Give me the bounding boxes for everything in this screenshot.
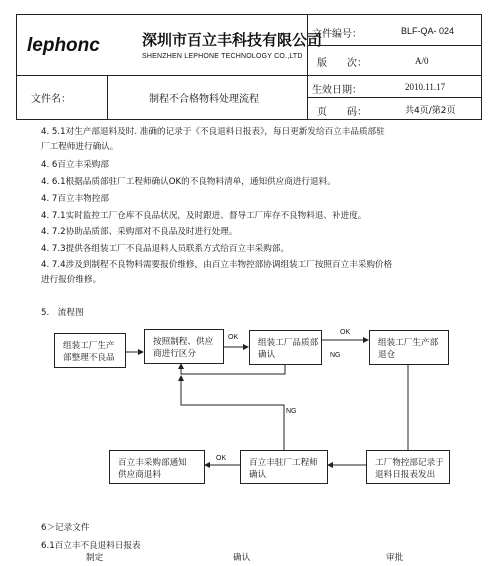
doc-no: BLF-QA- 024 [401,26,455,36]
flow-box-line: 组装工厂品质部 [258,338,319,348]
body-line: 厂工程师进行确认。 [41,142,119,152]
flow-box-line: 部整理不良品 [63,353,115,363]
company-name-cn: 深圳市百立丰科技有限公司 [142,31,323,49]
doc-name-label: 文件名： [31,94,71,105]
flow-box-line: 按照制程、供应 [153,337,214,347]
version-label: 版 次： [317,58,367,69]
flow-label-ok: OK [228,334,239,341]
page-label: 页 码： [317,107,367,118]
flow-box-line: 商进行区分 [153,349,196,359]
flow-box-line: 组装工厂生产部 [378,338,439,348]
flow-box-line: 退料日报表发出 [375,470,436,480]
body-line: 4. 5.1对生产部退料及时. 准确的记录于《不良退料日报表》，每日更新发给百立丰品质部驻 [41,127,385,137]
sign-confirm: 确认 [233,553,251,563]
flow-box-purchase-notify [109,450,205,484]
flow-box-return-warehouse [369,330,449,365]
flow-box-line: 百立丰驻厂工程师 [249,458,318,468]
effective-label: 生效日期： [312,85,362,96]
flow-box-line: 确认 [249,470,267,480]
body-line: 4. 7.3提供各组装工厂不良品退料人员联系方式给百立丰采购部。 [41,244,290,254]
page-number: 共4页/第2页 [405,106,456,116]
flow-box-line: 退仓 [378,350,396,360]
flow-label-ng: NG [286,408,297,415]
flow-box-line: 组装工厂生产 [63,341,115,351]
flow-box-engineer-confirm [240,450,328,484]
flow-box-record-report [366,450,450,484]
flow-box-classify [144,329,224,364]
flow-label-ng: NG [330,352,341,359]
sign-make: 制定 [86,553,104,563]
doc-name: 制程不合格物料处理流程 [149,94,259,105]
body-line: 4. 6.1根据品质部驻厂工程师确认OK的不良物料清单，通知供应商进行退料。 [41,177,336,187]
effective-date: 2010.11.17 [405,82,446,92]
sign-approve: 审批 [386,553,404,563]
arrow-6-2-ng [181,376,284,450]
flow-label-ok: OK [340,329,351,336]
body-line: 4. 7.1实时监控工厂仓库不良品状况，及时跟进、督导工厂库存不良物料退、补进度。 [41,211,367,221]
body-line: 4. 7百立丰物控部 [41,194,109,204]
section-6-heading: 6＞记录文件 [41,523,90,533]
flow-box-line: 确认 [258,350,276,360]
section-5-heading: 5. 流程图 [41,308,84,318]
company-logo: lephonc [27,35,100,56]
version: A/0 [415,56,429,66]
arrow-3-2-ng [181,364,285,374]
doc-no-label: 文件编号： [312,29,362,40]
body-line: 4. 7.2协助品质部、采购部对不良品及时进行处理。 [41,227,238,237]
body-line: 4. 7.4涉及到制程不良物料需要报价维修，由百立丰物控部协调组装工厂按照百立丰采购价格 [41,260,393,270]
flow-box-sort-defects [54,333,126,368]
body-line: 进行报价维修。 [41,275,102,285]
company-name-en: SHENZHEN LEPHONE TECHNOLOGY CO.,LTD [142,53,303,60]
flow-box-quality-confirm [249,330,322,365]
flow-box-line: 百立丰采购部通知 [118,458,187,468]
flow-label-ok: OK [216,455,227,462]
flow-box-line: 工厂物控部记录于 [375,458,444,468]
flow-box-line: 供应商退料 [118,470,161,480]
section-6-1: 6.1百立丰不良退料日报表 [41,541,141,551]
body-line: 4. 6百立丰采购部 [41,160,109,170]
